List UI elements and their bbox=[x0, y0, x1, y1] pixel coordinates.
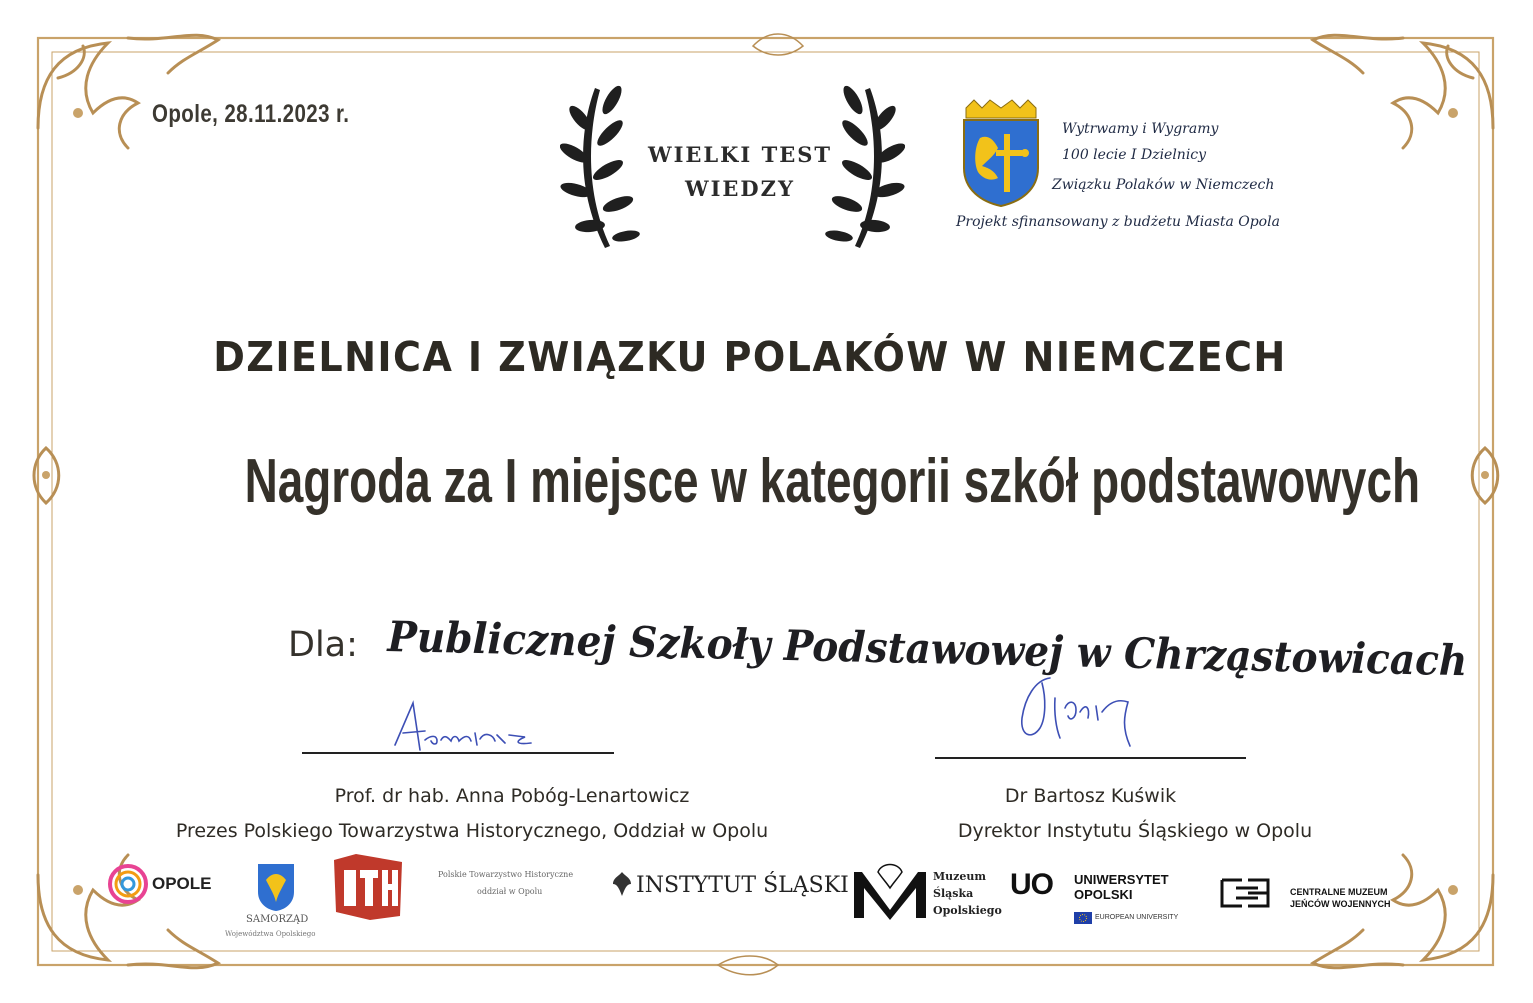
samorzad-text-2: Województwa Opolskiego bbox=[225, 930, 316, 938]
cmjw-text-1: CENTRALNE MUZEUM bbox=[1290, 887, 1388, 897]
pth-text-1: Polskie Towarzystwo Historyczne bbox=[438, 870, 574, 879]
test-title-line-1: WIELKI TEST bbox=[648, 142, 832, 167]
signatory-left-name: Prof. dr hab. Anna Pobóg-Lenartowicz bbox=[334, 785, 690, 807]
cmjw-logo-icon bbox=[1218, 876, 1274, 910]
signatory-right-name: Dr Bartosz Kuświk bbox=[1004, 785, 1177, 807]
signatory-left-role: Prezes Polskiego Towarzystwa Historycznego, Oddział w Opolu bbox=[175, 820, 769, 842]
uni-text-3: EUROPEAN UNIVERSITY bbox=[1095, 914, 1179, 921]
muzeum-text-3: Opolskiego bbox=[933, 904, 1002, 917]
sponsor-line-4: Projekt sfinansowany z budżetu Miasta Opola bbox=[956, 214, 1280, 230]
issue-date: Opole, 28.11.2023 r. bbox=[152, 100, 350, 128]
sponsor-line-3: Związku Polaków w Niemczech bbox=[1052, 177, 1275, 193]
opole-crest-icon bbox=[958, 98, 1044, 208]
pth-logo-icon bbox=[330, 852, 406, 922]
sponsor-line-2: 100 lecie I Dzielnicy bbox=[1062, 147, 1207, 163]
recipient-handwritten: Publicznej Szkoły Podstawowej w Chrząstowicach bbox=[387, 612, 1468, 686]
organization-heading: DZIELNICA I ZWIĄZKU POLAKÓW W NIEMCZECH bbox=[213, 333, 1287, 381]
signature-line-right bbox=[935, 757, 1246, 759]
uo-logo-mark: UO bbox=[1010, 868, 1053, 901]
opole-logo-text: OPOLE bbox=[152, 874, 212, 893]
cmjw-text-2: JEŃCÓW WOJENNYCH bbox=[1290, 899, 1391, 909]
muzeum-text-1: Muzeum bbox=[933, 870, 987, 883]
eu-flag-icon bbox=[1074, 912, 1092, 924]
signatory-right-role: Dyrektor Instytutu Śląskiego w Opolu bbox=[957, 820, 1313, 842]
recipient-label: Dla: bbox=[288, 625, 358, 665]
opole-city-logo-icon bbox=[106, 862, 150, 906]
samorzad-crest-icon bbox=[256, 862, 296, 912]
signature-left bbox=[385, 695, 545, 765]
signature-right bbox=[1010, 668, 1160, 758]
sponsor-line-1: Wytrwamy i Wygramy bbox=[1062, 121, 1219, 137]
pth-text-2: oddział w Opolu bbox=[477, 887, 543, 896]
samorzad-text-1: SAMORZĄD bbox=[246, 914, 309, 925]
muzeum-slaska-logo-icon bbox=[852, 858, 928, 920]
award-title: Nagroda za I miejsce w kategorii szkół podstawowych bbox=[244, 447, 1420, 516]
muzeum-text-2: Śląska bbox=[933, 887, 974, 900]
instytut-slaski-eagle-icon bbox=[611, 870, 633, 898]
test-title-line-2: WIEDZY bbox=[685, 176, 795, 201]
uni-text-1: UNIWERSYTET bbox=[1074, 872, 1169, 887]
instytut-slaski-text: INSTYTUT ŚLĄSKI bbox=[636, 873, 849, 898]
uni-text-2: OPOLSKI bbox=[1074, 887, 1133, 902]
test-title bbox=[560, 138, 920, 206]
signature-line-left bbox=[302, 752, 614, 754]
